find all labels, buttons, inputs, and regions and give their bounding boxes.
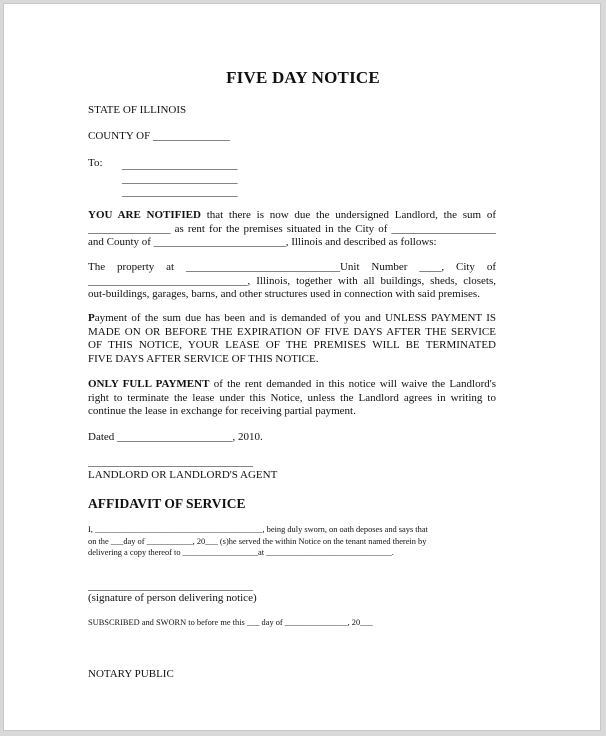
paragraph-line: delivering a copy thereof to __________________at ______________________________.	[88, 548, 394, 557]
line-text: and County of ________________________, Illinois and described as follows:	[88, 236, 437, 248]
paragraph-line	[88, 378, 496, 392]
paragraph-line	[88, 353, 496, 367]
line-text: that there is now due the undersigned Landlord, the sum of	[200, 209, 496, 221]
server-signature-label: (signature of person delivering notice)	[88, 592, 257, 604]
affidavit-paragraph	[88, 524, 428, 559]
property-paragraph	[88, 261, 496, 302]
paragraph-line: on the ___day of ___________, 20___ (s)he served the within Notice on the tenant named therein by	[88, 536, 427, 546]
page-title: FIVE DAY NOTICE	[226, 68, 380, 87]
paragraph-line	[88, 326, 496, 340]
line-text: of the rent demanded in this notice will waive the Landlord's	[209, 378, 497, 390]
paragraph-line	[88, 339, 496, 353]
full-payment-paragraph	[88, 378, 496, 419]
document-page	[3, 3, 601, 731]
paragraph-line: out-buildings, garages, barns, and other structures used in connection with said premises.	[88, 288, 480, 300]
line-text: continue the lease in exchange for receiving partial payment.	[88, 405, 356, 417]
to-line: _____________________	[122, 159, 238, 171]
bold-lead: YOU ARE NOTIFIED	[88, 209, 201, 221]
paragraph-line: The property at ____________________________Unit Number ____, City of	[88, 261, 496, 273]
paragraph-line	[88, 392, 496, 406]
to-line: _____________________	[122, 172, 238, 185]
bold-lead: ONLY FULL PAYMENT	[88, 378, 210, 390]
landlord-signature-line: ______________________________	[88, 456, 253, 468]
notice-paragraph	[88, 209, 496, 250]
paragraph-line	[88, 236, 496, 250]
state-line: STATE OF ILLINOIS	[88, 104, 187, 116]
payment-paragraph	[88, 312, 496, 366]
affidavit-title: AFFIDAVIT OF SERVICE	[88, 496, 246, 511]
paragraph-line	[88, 312, 496, 326]
paragraph-line	[88, 223, 496, 237]
to-label: To:	[88, 157, 103, 169]
line-text: _______________ as rent for the premises situated in the City of ___________________	[88, 222, 496, 235]
paragraph-line: _____________________________, Illinois, together with all buildings, sheds, closets,	[88, 274, 496, 287]
line-text: FIVE DAYS AFTER SERVICE OF THIS NOTICE.	[88, 352, 319, 365]
landlord-label: LANDLORD OR LANDLORD'S AGENT	[88, 469, 278, 481]
to-blank-lines	[122, 159, 238, 200]
paragraph-line: I, ________________________________________, being duly sworn, on oath deposes and says that	[88, 525, 428, 534]
county-line: COUNTY OF ______________	[88, 130, 230, 142]
paragraph-line	[88, 405, 496, 419]
server-signature-line: ______________________________	[88, 580, 253, 592]
line-text: ayment of the sum due has been and is demanded of you and UNLESS PAYMENT IS	[94, 312, 496, 324]
notary-label: NOTARY PUBLIC	[88, 668, 174, 680]
line-text: MADE ON OR BEFORE THE EXPIRATION OF FIVE DAYS AFTER THE SERVICE	[88, 325, 496, 338]
paragraph-line	[88, 209, 496, 223]
bold-lead: P	[88, 312, 95, 324]
subscribed-line: SUBSCRIBED and SWORN to before me this ___ day of _______________, 20___	[88, 618, 373, 627]
to-line: _____________________	[122, 186, 238, 198]
line-text: OF THIS NOTICE, YOUR LEASE OF THE PREMISES WILL BE TERMINATED	[88, 339, 496, 351]
dated-line: Dated _____________________, 2010.	[88, 431, 263, 443]
line-text: right to terminate the lease under this Notice, unless the Landlord agrees in writing to	[88, 391, 496, 404]
